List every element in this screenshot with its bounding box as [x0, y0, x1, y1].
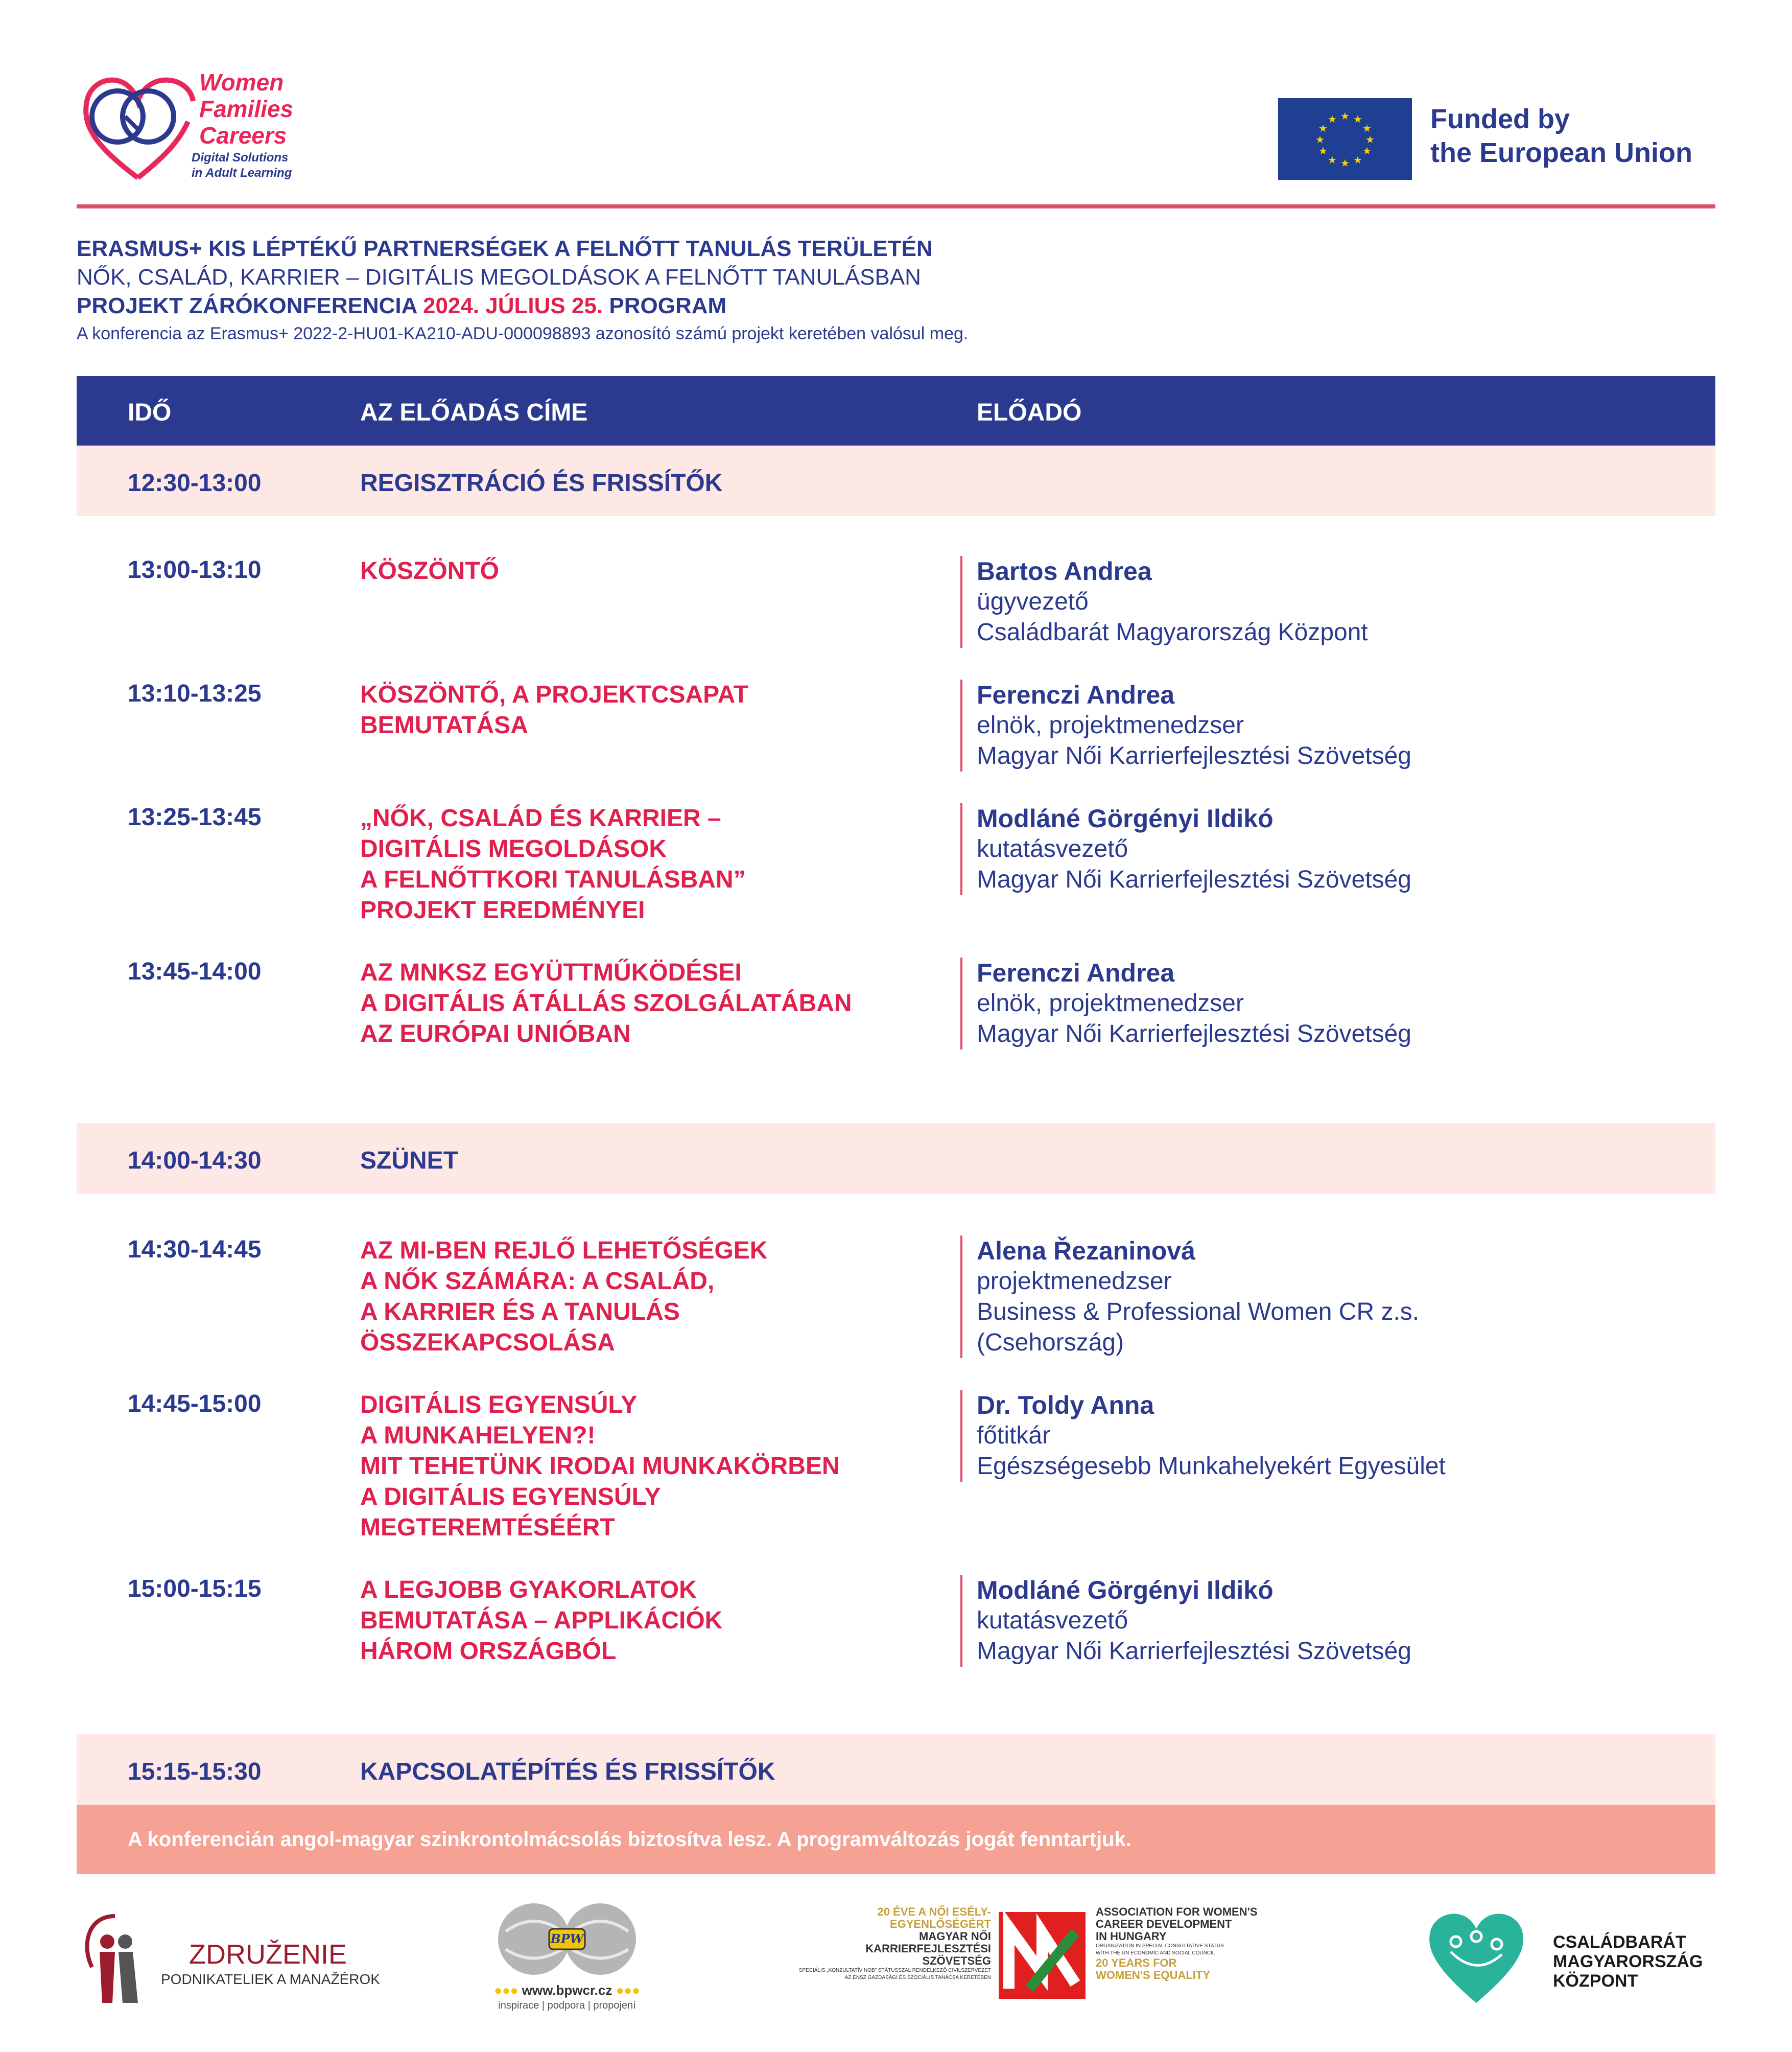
band-title: SZÜNET	[360, 1147, 458, 1174]
session-speaker	[960, 958, 1411, 1050]
eu-funding-line-2: the European Union	[1430, 137, 1692, 168]
mnksz-english-1: ASSOCIATION FOR WOMEN'S	[1096, 1905, 1258, 1918]
zdruzenie-name: ZDRUŽENIE	[189, 1939, 347, 1970]
mnksz-right-text	[1096, 1906, 1258, 1981]
interpretation-note	[77, 1805, 1715, 1874]
svg-text:★: ★	[1315, 133, 1325, 146]
speaker-name: Modláné Görgényi Ildikó	[977, 804, 1274, 833]
mnksz-name-3: SZÖVETSÉG	[922, 1954, 991, 1967]
eu-flag-icon	[1278, 98, 1412, 180]
mnksz-english-2: CAREER DEVELOPMENT	[1096, 1918, 1232, 1930]
mnksz-name-2: KARRIERFEJLESZTÉSI	[865, 1942, 991, 1955]
eu-funding-line-1: Funded by	[1430, 104, 1570, 134]
speaker-role: főtitkár	[977, 1422, 1051, 1449]
logo-subtitle-2: in Adult Learning	[192, 166, 292, 180]
project-id-note: A konferencia az Erasmus+ 2022-2-HU01-KA210-ADU-000098893 azonosító számú projekt keretében valósul meg.	[77, 324, 969, 343]
session-speaker	[960, 1235, 1419, 1358]
session-time: 14:30-14:45	[128, 1236, 262, 1263]
svg-text:★: ★	[1328, 113, 1337, 125]
header-divider	[77, 204, 1715, 208]
session-title-line: A LEGJOBB GYAKORLATOK	[360, 1576, 697, 1603]
logo-line-families: Families	[199, 96, 294, 122]
conference-title-suffix: PROGRAM	[603, 293, 727, 318]
mnksz-name-1: MAGYAR NŐI	[919, 1930, 991, 1943]
csaladbarat-line-1: CSALÁDBARÁT	[1553, 1932, 1686, 1952]
session-title	[360, 1235, 1024, 1358]
band-title: KAPCSOLATÉPÍTÉS ÉS FRISSÍTŐK	[360, 1758, 775, 1785]
speaker-organization: Magyar Női Karrierfejlesztési Szövetség	[977, 742, 1411, 770]
session-title-line: KÖSZÖNTŐ	[360, 557, 499, 585]
csaladbarat-line-2: MAGYARORSZÁG	[1553, 1952, 1703, 1971]
partner-zdruzenie	[77, 1911, 383, 2008]
csaladbarat-name	[1553, 1932, 1703, 1991]
mnksz-english-3: IN HUNGARY	[1096, 1930, 1167, 1943]
bpw-url: ●●● www.bpwcr.cz ●●●	[494, 1983, 640, 1998]
session-title	[360, 1390, 1024, 1543]
svg-text:★: ★	[1365, 133, 1375, 146]
speaker-organization: Egészségesebb Munkahelyekért Egyesület	[977, 1453, 1446, 1480]
session-title-line: PROJEKT EREDMÉNYEI	[360, 897, 645, 924]
session-title-line: DIGITÁLIS MEGOLDÁSOK	[360, 835, 667, 862]
session-title-line: HÁROM ORSZÁGBÓL	[360, 1638, 617, 1665]
logo-line-women: Women	[199, 69, 284, 96]
header-time: IDŐ	[128, 399, 172, 426]
session-title-line: AZ MI-BEN REJLŐ LEHETŐSÉGEK	[360, 1237, 768, 1264]
svg-text:★: ★	[1362, 122, 1372, 134]
svg-text:★: ★	[1362, 145, 1372, 157]
conference-title	[77, 293, 726, 319]
session-title-line: BEMUTATÁSA – APPLIKÁCIÓK	[360, 1607, 723, 1634]
heart-infinity-logo-icon	[77, 65, 199, 188]
bpw-tagline: inspirace | podpora | propojení	[498, 2000, 636, 2011]
session-time: 13:25-13:45	[128, 804, 262, 831]
project-logo	[77, 65, 332, 188]
band-title: REGISZTRÁCIÓ ÉS FRISSÍTŐK	[360, 470, 723, 497]
session-speaker	[960, 1390, 1446, 1482]
programme-heading: ERASMUS+ KIS LÉPTÉKŰ PARTNERSÉGEK A FELNŐTT TANULÁS TERÜLETÉN	[77, 236, 933, 261]
svg-text:★: ★	[1340, 110, 1350, 122]
session-title-line: A NŐK SZÁMÁRA: A CSALÁD,	[360, 1268, 715, 1295]
session-time: 13:10-13:25	[128, 680, 262, 707]
session-speaker	[960, 803, 1411, 895]
session-title-line: AZ EURÓPAI UNIÓBAN	[360, 1020, 631, 1047]
speaker-name: Modláné Görgényi Ildikó	[977, 1576, 1274, 1604]
bpw-badge-text: BPW	[550, 1931, 584, 1946]
header-speaker: ELŐADÓ	[977, 399, 1082, 426]
speaker-name: Ferenczi Andrea	[977, 681, 1175, 709]
svg-text:★: ★	[1318, 145, 1328, 157]
partner-csaladbarat	[1425, 1906, 1716, 2013]
bpw-url-text: www.bpwcr.cz	[522, 1983, 612, 1998]
speaker-role: elnök, projektmenedzser	[977, 712, 1244, 739]
session-title	[360, 803, 1024, 926]
session-title-line: A FELNŐTTKORI TANULÁSBAN”	[360, 866, 746, 893]
svg-text:★: ★	[1328, 154, 1337, 166]
mnksz-logo-icon	[999, 1912, 1086, 1999]
session-title-line: A DIGITÁLIS EGYENSÚLY	[360, 1483, 661, 1510]
speaker-role: projektmenedzser	[977, 1268, 1172, 1295]
svg-text:★: ★	[1340, 157, 1350, 169]
session-title-line: AZ MNKSZ EGYÜTTMŰKÖDÉSEI	[360, 959, 742, 986]
session-title	[360, 556, 1024, 587]
band-break	[77, 1123, 1715, 1194]
session-title-line: A MUNKAHELYEN?!	[360, 1422, 596, 1449]
mnksz-anniversary-2: EGYENLŐSÉGÉRT	[889, 1918, 991, 1930]
table-header	[77, 376, 1715, 446]
session-title	[360, 1575, 1024, 1667]
speaker-name: Ferenczi Andrea	[977, 959, 1175, 987]
header-title: AZ ELŐADÁS CÍME	[360, 399, 588, 426]
session-title-line: A KARRIER ÉS A TANULÁS	[360, 1298, 680, 1325]
interpretation-note-text: A konferencián angol-magyar szinkrontolmácsolás biztosítva lesz. A programváltozás jogát fenntartjuk.	[128, 1828, 1131, 1851]
mnksz-status-1: SPECIÁLIS „KONZULTATÍV NOB” STÁTUSSZAL RENDELKEZŐ CIVILSZERVEZET	[798, 1968, 991, 1973]
speaker-organization: Családbarát Magyarország Központ	[977, 619, 1368, 646]
logo-subtitle-1: Digital Solutions	[192, 151, 289, 165]
band-registration	[77, 446, 1715, 516]
svg-text:★: ★	[1353, 154, 1362, 166]
session-speaker	[960, 1575, 1411, 1667]
speaker-role: ügyvezető	[977, 588, 1089, 615]
session-time: 13:00-13:10	[128, 556, 262, 584]
csaladbarat-line-3: KÖZPONT	[1553, 1971, 1638, 1991]
mnksz-left-text	[799, 1906, 991, 1981]
mnksz-anniversary-1: 20 ÉVE A NŐI ESÉLY-	[877, 1905, 991, 1918]
zdruzenie-figures-icon	[77, 1911, 153, 2008]
session-title-line: MIT TEHETÜNK IRODAI MUNKAKÖRBEN	[360, 1453, 840, 1480]
session-speaker	[960, 556, 1368, 648]
speaker-organization: Magyar Női Karrierfejlesztési Szövetség	[977, 866, 1411, 893]
speaker-organization: Magyar Női Karrierfejlesztési Szövetség	[977, 1638, 1411, 1665]
speaker-name: Alena Řezaninová	[977, 1237, 1195, 1265]
speaker-role: elnök, projektmenedzser	[977, 990, 1244, 1017]
partner-mnksz	[797, 1906, 1308, 2013]
speaker-country: (Csehország)	[977, 1329, 1124, 1356]
speaker-role: kutatásvezető	[977, 835, 1128, 862]
session-title-line: BEMUTATÁSA	[360, 712, 528, 739]
session-time: 15:00-15:15	[128, 1575, 262, 1602]
logo-line-careers: Careers	[199, 122, 287, 149]
session-title-line: KÖSZÖNTŐ, A PROJEKTCSAPAT	[360, 681, 749, 708]
session-time: 13:45-14:00	[128, 958, 262, 985]
mnksz-status-2: AZ ENSZ GAZDASÁGI ÉS SZOCIÁLIS TANÁCSA KERETÉBEN	[844, 1975, 991, 1980]
session-title-line: A DIGITÁLIS ÁTÁLLÁS SZOLGÁLATÁBAN	[360, 990, 852, 1017]
band-time: 15:15-15:30	[128, 1758, 262, 1785]
session-title	[360, 680, 1024, 741]
mnksz-english-status-2: WITH THE UN ECONOMIC AND SOCIAL COUNCIL	[1096, 1950, 1215, 1956]
mnksz-english-status-1: ORGANIZATION IN SPECIAL CONSULTATIVE STATUS	[1096, 1943, 1224, 1949]
session-time: 14:45-15:00	[128, 1390, 262, 1417]
speaker-name: Bartos Andrea	[977, 557, 1152, 586]
partner-bpw	[490, 1901, 644, 2013]
speaker-organization: Business & Professional Women CR z.s.	[977, 1298, 1420, 1325]
session-title-line: „NŐK, CSALÁD ÉS KARRIER –	[360, 805, 721, 832]
conference-date: 2024. JÚLIUS 25.	[422, 293, 603, 318]
speaker-role: kutatásvezető	[977, 1607, 1128, 1634]
band-networking	[77, 1734, 1715, 1805]
band-time: 12:30-13:00	[128, 470, 262, 497]
csaladbarat-heart-icon	[1425, 1906, 1527, 2008]
bpw-globe-icon	[496, 1901, 639, 1977]
band-time: 14:00-14:30	[128, 1147, 262, 1174]
speaker-organization: Magyar Női Karrierfejlesztési Szövetség	[977, 1020, 1411, 1047]
conference-title-prefix: PROJEKT ZÁRÓKONFERENCIA	[77, 293, 423, 318]
svg-text:★: ★	[1353, 113, 1362, 125]
zdruzenie-subtitle: PODNIKATELIEK A MANAŽÉROK	[161, 1971, 380, 1987]
session-title-line: ÖSSZEKAPCSOLÁSA	[360, 1329, 615, 1356]
mnksz-english-anniversary-1: 20 YEARS FOR	[1096, 1956, 1177, 1969]
project-name: NŐK, CSALÁD, KARRIER – DIGITÁLIS MEGOLDÁSOK A FELNŐTT TANULÁSBAN	[77, 265, 921, 290]
eu-funding-label	[1430, 102, 1757, 170]
session-title-line: MEGTEREMTÉSÉÉRT	[360, 1514, 615, 1541]
svg-text:★: ★	[1318, 122, 1328, 134]
speaker-name: Dr. Toldy Anna	[977, 1391, 1154, 1419]
session-title	[360, 958, 1024, 1050]
session-title-line: DIGITÁLIS EGYENSÚLY	[360, 1391, 638, 1418]
session-speaker	[960, 680, 1411, 772]
mnksz-english-anniversary-2: WOMEN'S EQUALITY	[1096, 1969, 1211, 1981]
